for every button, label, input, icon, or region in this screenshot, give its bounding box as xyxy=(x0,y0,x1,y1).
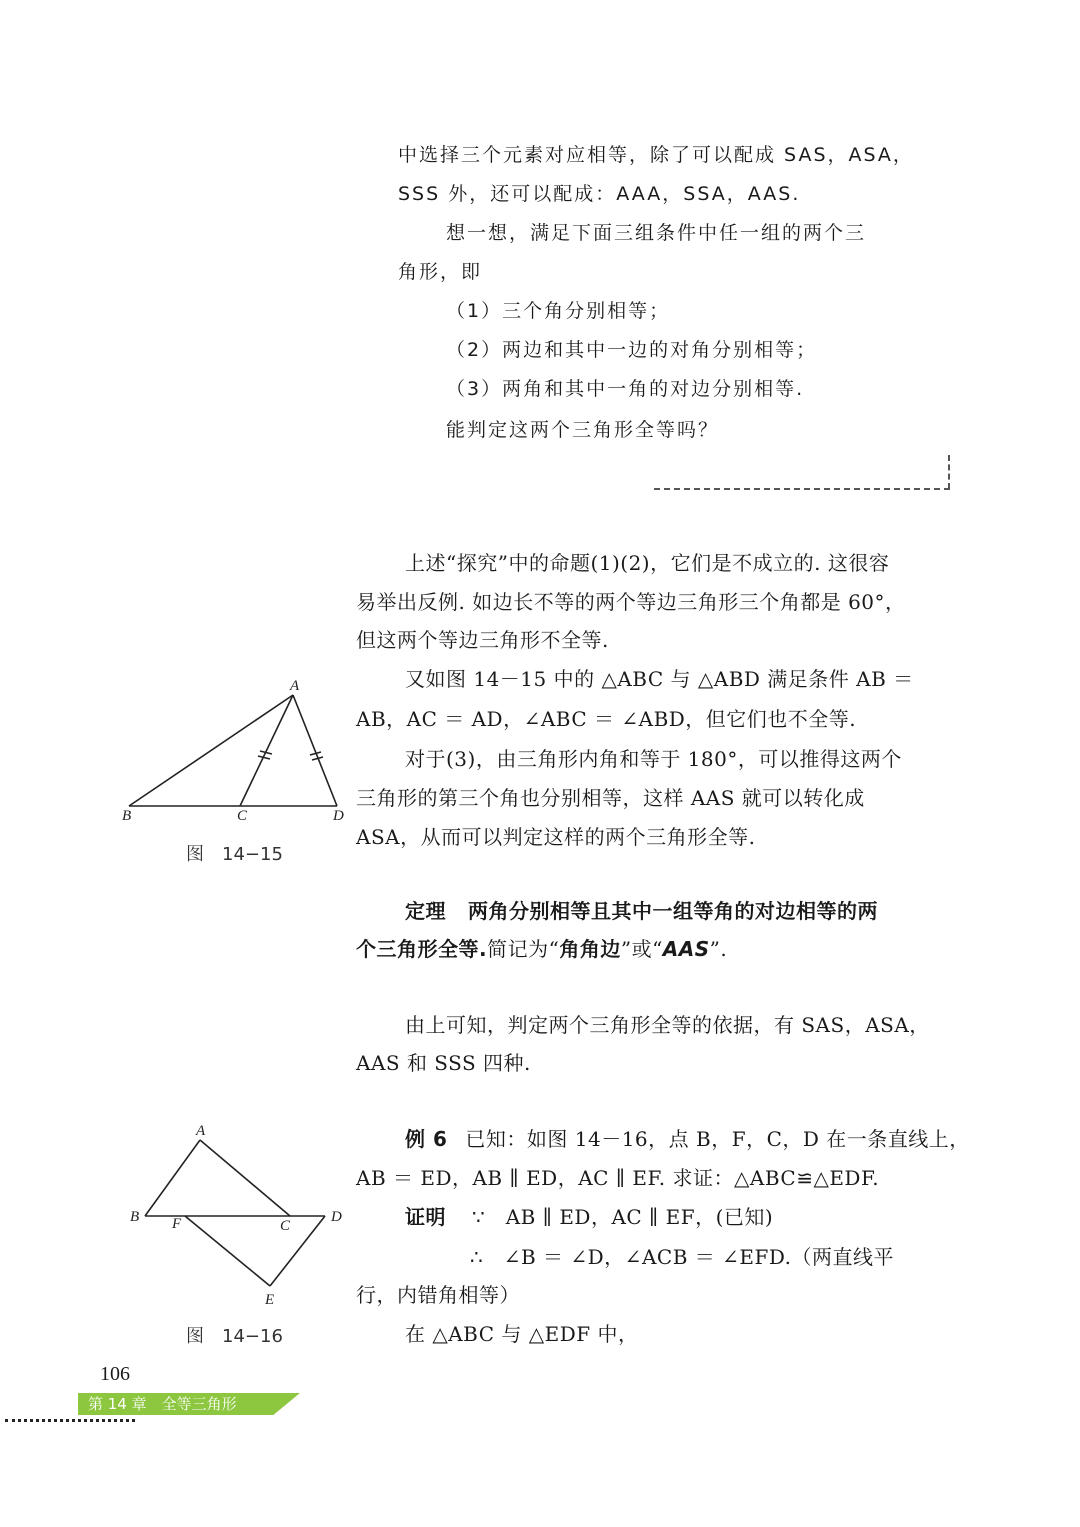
fig1-segment-AB xyxy=(129,695,293,806)
paragraph3-line-3: ASA，从而可以判定这样的两个三角形全等. xyxy=(356,825,756,849)
theorem-abbrev-prefix: 简记为“ xyxy=(487,937,560,961)
fig1-label-D: D xyxy=(333,808,344,824)
fig1-segment-AD xyxy=(293,695,337,806)
theorem-abbrev-end: ”. xyxy=(709,937,728,961)
figure-14-16 xyxy=(125,1120,355,1310)
proof-label: 证明 xyxy=(405,1205,446,1229)
paragraph3-line-1: 对于(3)，由三角形内角和等于 180°，可以推得这两个 xyxy=(405,747,902,771)
fig2-label-A: A xyxy=(196,1123,206,1139)
example-line-1 xyxy=(405,1125,970,1153)
proof-line-4: 在 △ABC 与 △EDF 中， xyxy=(405,1322,639,1346)
paragraph1-line-3: 但这两个等边三角形不全等. xyxy=(356,628,609,652)
exploration-line-2: SSS 外，还可以配成：AAA，SSA，AAS. xyxy=(398,183,801,205)
fig1-label-C: C xyxy=(237,808,248,824)
exploration-line-6: （2）两边和其中一边的对角分别相等； xyxy=(446,339,818,361)
page-number: 106 xyxy=(100,1363,130,1385)
footer-dotted-rule xyxy=(5,1419,135,1422)
paragraph1-line-2: 易举出反例. 如边长不等的两个等边三角形三个角都是 60°， xyxy=(356,590,906,614)
theorem-abbrev-mid: ”或“ xyxy=(620,937,663,961)
theorem-line-2 xyxy=(356,935,727,963)
fig2-label-B: B xyxy=(130,1209,140,1225)
theorem-abbrev-2: AAS xyxy=(662,937,710,961)
fig2-label-E: E xyxy=(265,1292,275,1308)
figure-14-16-caption: 图 14−16 xyxy=(186,1326,283,1347)
exploration-box-border-right xyxy=(948,455,950,489)
fig1-segment-AC xyxy=(240,695,293,806)
fig2-label-D: D xyxy=(331,1209,342,1225)
theorem-abbrev-1: 角角边 xyxy=(559,937,621,961)
paragraph4-line-1: 由上可知，判定两个三角形全等的依据，有 SAS，ASA， xyxy=(405,1013,930,1037)
chapter-label: 第 14 章 全等三角形 xyxy=(88,1395,237,1413)
figure-14-15-caption: 图 14−15 xyxy=(186,844,283,865)
paragraph2-line-2: AB，AC ＝ AD，∠ABC ＝ ∠ABD，但它们也不全等. xyxy=(356,707,857,731)
fig1-label-B: B xyxy=(122,808,132,824)
paragraph1-line-1: 上述“探究”中的命题(1)(2)，它们是不成立的. 这很容 xyxy=(405,551,890,575)
exploration-line-1: 中选择三个元素对应相等，除了可以配成 SAS，ASA， xyxy=(398,144,914,166)
exploration-line-4: 角形，即 xyxy=(398,261,483,283)
fig2-segment-ED xyxy=(270,1216,325,1286)
proof-line-2: ∴ ∠B ＝ ∠D，∠ACB ＝ ∠EFD.（两直线平 xyxy=(470,1245,895,1269)
example-line-2: AB ＝ ED，AB ∥ ED，AC ∥ EF. 求证：△ABC≌△EDF. xyxy=(356,1166,880,1190)
fig2-label-F: F xyxy=(172,1216,182,1232)
exploration-line-7: （3）两角和其中一角的对边分别相等. xyxy=(446,378,805,400)
proof-line-3: 行，内错角相等） xyxy=(356,1283,520,1307)
exploration-line-5: （1）三个角分别相等； xyxy=(446,300,671,322)
exploration-line-3: 想一想，满足下面三组条件中任一组的两个三 xyxy=(446,222,867,244)
exploration-line-8: 能判定这两个三角形全等吗？ xyxy=(446,419,720,441)
theorem-text-2: 个三角形全等. xyxy=(356,937,488,961)
theorem-text-1: 两角分别相等且其中一组等角的对边相等的两 xyxy=(468,899,878,923)
theorem-line-1 xyxy=(405,897,878,925)
paragraph4-line-2: AAS 和 SSS 四种. xyxy=(356,1051,531,1075)
fig2-segment-AB xyxy=(145,1140,200,1216)
fig2-segment-AC xyxy=(200,1140,290,1216)
fig2-label-C: C xyxy=(280,1218,291,1234)
theorem-label: 定理 xyxy=(405,899,446,923)
paragraph2-line-1: 又如图 14－15 中的 △ABC 与 △ABD 满足条件 AB ＝ xyxy=(405,667,914,691)
paragraph3-line-2: 三角形的第三个角也分别相等，这样 AAS 就可以转化成 xyxy=(356,786,865,810)
fig2-segment-FE xyxy=(185,1216,270,1286)
example-given: 已知：如图 14－16，点 B，F，C，D 在一条直线上， xyxy=(465,1127,970,1151)
figure-14-15 xyxy=(110,675,360,835)
fig1-label-A: A xyxy=(290,678,300,694)
exploration-box-border-bottom xyxy=(654,488,950,490)
proof-line-1 xyxy=(405,1203,773,1231)
proof-step-1: ∵ AB ∥ ED，AC ∥ EF，(已知) xyxy=(472,1205,774,1229)
example-label: 例 6 xyxy=(405,1127,448,1151)
